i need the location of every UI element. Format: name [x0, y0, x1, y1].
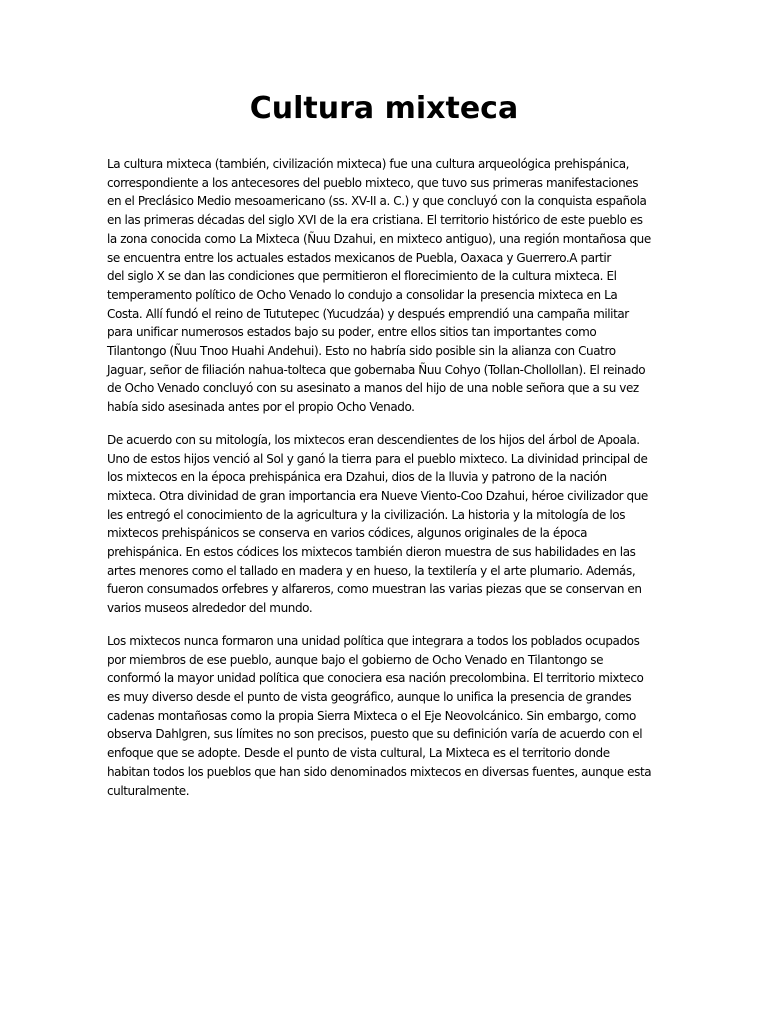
- text-line: la zona conocida como La Mixteca (Ñuu Dzahui, en mixteco antiguo), una región montañosa que: [107, 231, 651, 246]
- paragraph-1: [107, 155, 663, 417]
- text-line: enfoque que se adopte. Desde el punto de vista cultural, La Mixteca es el territorio donde: [107, 746, 610, 761]
- text-line: había sido asesinada antes por el propio Ocho Venado.: [107, 400, 415, 415]
- text-line: los mixtecos en la época prehispánica era Dzahui, dios de la lluvia y patrono de la nación: [107, 470, 607, 485]
- text-line: Tilantongo (Ñuu Tnoo Huahi Andehui). Esto no habría sido posible sin la alianza con Cuatro: [107, 344, 616, 359]
- text-line: La cultura mixteca (también, civilización mixteca) fue una cultura arqueológica prehispánica,: [107, 157, 630, 171]
- text-line: varios museos alrededor del mundo.: [107, 601, 313, 616]
- paragraph-3: [107, 632, 663, 800]
- text-line: observa Dahlgren, sus límites no son precisos, puesto que su definición varía de acuerdo con el: [107, 727, 643, 742]
- text-line: correspondiente a los antecesores del pueblo mixteco, que tuvo sus primeras manifestaciones: [107, 175, 639, 190]
- text-line: culturalmente.: [107, 783, 190, 798]
- text-line: prehispánica. En estos códices los mixtecos también dieron muestra de sus habilidades en las: [107, 545, 636, 560]
- text-line: por miembros de ese pueblo, aunque bajo el gobierno de Ocho Venado en Tilantongo se: [107, 652, 604, 667]
- text-line: Jaguar, señor de filiación nahua-tolteca que gobernaba Ñuu Cohyo (Tollan-Chollollan). El reinado: [107, 362, 646, 377]
- text-line: mixteca. Otra divinidad de gran importancia era Nueve Viento-Coo Dzahui, héroe civilizador que: [107, 488, 648, 503]
- text-line: Los mixtecos nunca formaron una unidad política que integrara a todos los poblados ocupados: [107, 633, 640, 648]
- text-line: fueron consumados orfebres y alfareros, como muestran las varias piezas que se conservan en: [107, 582, 642, 597]
- text-line: les entregó el conocimiento de la agricultura y la civilización. La historia y la mitología de los: [107, 507, 626, 522]
- paragraph-2: [107, 431, 663, 618]
- text-line: se encuentra entre los actuales estados mexicanos de Puebla, Oaxaca y Guerrero.A partir: [107, 250, 611, 265]
- text-line: para unificar numerosos estados bajo su poder, entre ellos sitios tan importantes como: [107, 325, 597, 340]
- text-line: en las primeras décadas del siglo XVI de la era cristiana. El territorio histórico de este pueblo es: [107, 213, 643, 228]
- text-line: del siglo X se dan las condiciones que permitieron el florecimiento de la cultura mixteca. El: [107, 269, 617, 284]
- text-line: mixtecos prehispánicos se conserva en varios códices, algunos originales de la época: [107, 526, 588, 541]
- text-line: en el Preclásico Medio mesoamericano (ss. XV-II a. C.) y que concluyó con la conquista española: [107, 194, 647, 209]
- text-line: es muy diverso desde el punto de vista geográfico, aunque lo unifica la presencia de grandes: [107, 689, 632, 704]
- text-line: habitan todos los pueblos que han sido denominados mixtecos en diversas fuentes, aunque esta: [107, 764, 652, 779]
- document-body: [107, 155, 663, 814]
- document-title: Cultura mixteca: [249, 91, 519, 126]
- text-line: cadenas montañosas como la propia Sierra Mixteca o el Eje Neovolcánico. Sin embargo, como: [107, 708, 636, 723]
- text-line: temperamento político de Ocho Venado lo condujo a consolidar la presencia mixteca en La: [107, 287, 618, 302]
- text-line: conformó la mayor unidad política que conociera esa nación precolombina. El territorio mixteco: [107, 671, 644, 686]
- text-line: Costa. Allí fundó el reino de Tututepec (Yucudzáa) y después emprendió una campaña militar: [107, 306, 629, 321]
- text-line: artes menores como el tallado en madera y en hueso, la textilería y el arte plumario. Además,: [107, 563, 636, 578]
- text-line: de Ocho Venado concluyó con su asesinato a manos del hijo de una noble señora que a su vez: [107, 381, 639, 396]
- text-line: Uno de estos hijos venció al Sol y ganó la tierra para el pueblo mixteco. La divinidad principal de: [107, 451, 648, 466]
- text-line: De acuerdo con su mitología, los mixtecos eran descendientes de los hijos del árbol de Apoala.: [107, 432, 640, 447]
